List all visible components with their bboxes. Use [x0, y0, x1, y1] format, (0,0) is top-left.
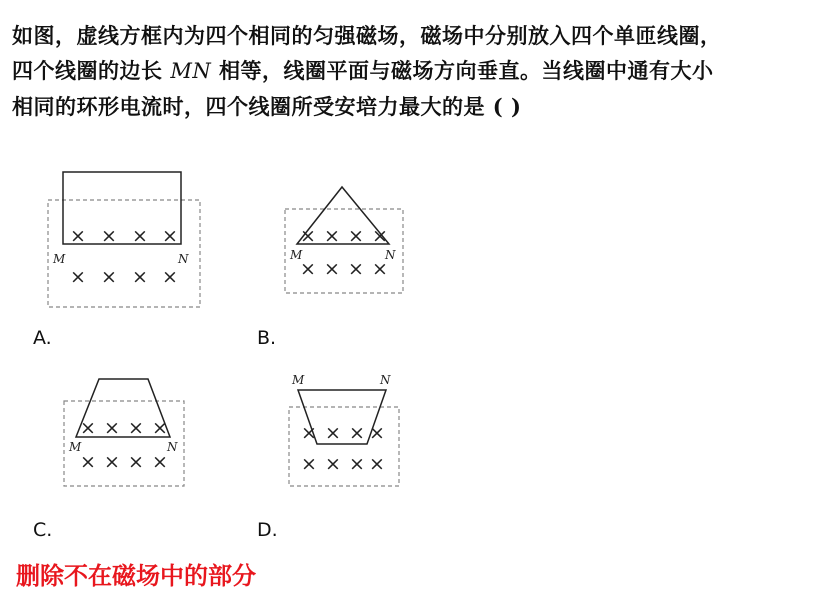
- field-cross-symbol: ×: [152, 451, 168, 473]
- field-cross-symbol: ×: [101, 225, 117, 247]
- question-line-2-start: 四个线圈的边长: [12, 58, 163, 83]
- label-m-a: M: [53, 252, 66, 266]
- label-n-c: N: [167, 440, 178, 454]
- red-note: 删除不在磁场中的部分: [16, 562, 256, 590]
- field-cross-symbol: ×: [325, 422, 341, 444]
- field-cross-symbol: ×: [80, 451, 96, 473]
- field-cross-symbol: ×: [324, 258, 340, 280]
- figure-d: [289, 373, 399, 486]
- field-cross-symbol: ×: [349, 453, 365, 475]
- field-cross-symbol: ×: [369, 453, 385, 475]
- field-cross-symbol: ×: [104, 417, 120, 439]
- option-c-label: C.: [33, 519, 53, 541]
- field-cross-symbol: ×: [152, 417, 168, 439]
- field-cross-symbol: ×: [325, 453, 341, 475]
- field-cross-symbol: ×: [300, 258, 316, 280]
- question-line-2-end: 相等，线圈平面与磁场方向垂直。当线圈中通有大小: [219, 58, 714, 83]
- field-cross-symbol: ×: [70, 266, 86, 288]
- field-cross-symbol: ×: [369, 422, 385, 444]
- figure-a: [48, 172, 200, 307]
- label-m-b: M: [290, 248, 303, 262]
- field-cross-symbol: ×: [301, 453, 317, 475]
- field-cross-symbol: ×: [80, 417, 96, 439]
- option-a-label: A.: [33, 327, 52, 349]
- label-m-c: M: [69, 440, 82, 454]
- question-line-1: 如图，虚线方框内为四个相同的匀强磁场，磁场中分别放入四个单匝线圈，: [12, 23, 722, 48]
- label-n-a: N: [178, 252, 189, 266]
- segment-mn: MN: [170, 59, 212, 83]
- option-b-label: B.: [257, 327, 277, 349]
- field-cross-symbol: ×: [104, 451, 120, 473]
- field-cross-symbol: ×: [300, 225, 316, 247]
- field-cross-symbol: ×: [101, 266, 117, 288]
- field-cross-symbol: ×: [301, 422, 317, 444]
- figure-b: [285, 187, 403, 293]
- label-m-d: M: [292, 373, 305, 387]
- field-cross-symbol: ×: [162, 266, 178, 288]
- field-cross-symbol: ×: [132, 225, 148, 247]
- field-cross-symbol: ×: [128, 451, 144, 473]
- field-cross-symbol: ×: [349, 422, 365, 444]
- question-line-3: 相同的环形电流时，四个线圈所受安培力最大的是 ( ): [12, 94, 522, 119]
- field-cross-symbol: ×: [162, 225, 178, 247]
- field-region-c: [64, 401, 184, 486]
- label-n-d: N: [380, 373, 391, 387]
- label-n-b: N: [385, 248, 396, 262]
- field-cross-symbol: ×: [128, 417, 144, 439]
- field-cross-symbol: ×: [372, 225, 388, 247]
- field-cross-symbol: ×: [372, 258, 388, 280]
- field-cross-symbol: ×: [324, 225, 340, 247]
- field-cross-symbol: ×: [132, 266, 148, 288]
- field-cross-symbol: ×: [70, 225, 86, 247]
- figure-c: [64, 379, 184, 486]
- field-cross-symbol: ×: [348, 258, 364, 280]
- option-d-label: D.: [257, 519, 278, 541]
- field-cross-symbol: ×: [348, 225, 364, 247]
